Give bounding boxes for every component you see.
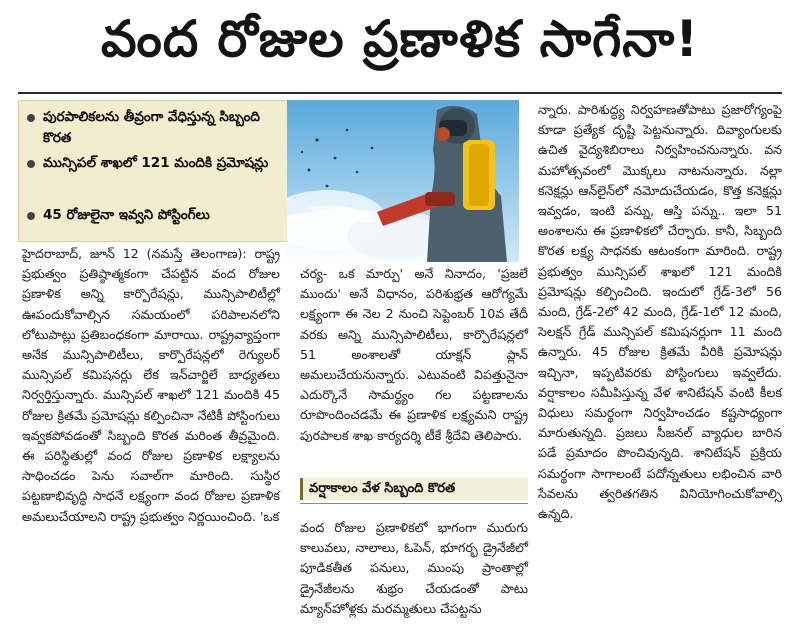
article-column-3: న్నారు. పారిశుద్ధ్య నిర్వహణతోపాటు ప్రజారోగ్యంపై కూడా ప్రత్యేక దృష్టి పెట్టనున్నారు. దివ్యాంగులకు ఉచిత వైద్యశిబిరాలు నిర్వహించనున్నారు. వన మహోత్సవంలో మొక్కలు నాటనున్నారు. నల్లా కనెక్షన్లు ఆన్‌లైన్‌లో నమోదుచేయడం, కొత్త కనెక్షన్లు ఇవ్వడం, ఇంటి పన్ను, ఆస్తి పన్ను.. ఇలా 51 అంశాలను ఈ ప్రణాళికలో చేర్చారు. కానీ, సిబ్బంది కొరత లక్ష్య సాధనకు ఆటంకంగా మారింది. రాష్ట్ర ప్రభుత్వం మున్సిపల్ శాఖలో 121 మందికి ప్రమోషన్లు కల్పించింది. ఇందులో గ్రేడ్-3లో 56 మంది, గ్రేడ్-2లో 42 మంది, గ్రేడ్-1లో 12 మంది, సెలక్షన్ గ్రేడ్ మున్సిపల్ కమిషనర్లుగా 11 మంది ఉన్నారు. 45 రోజుల క్రితమే వీరికి ప్రమోషన్లు ఇచ్చినా, ఇప్పటివరకు పోస్టింగులు ఇవ్వలేదు. వర్షాకాలం సమీపిస్తున్న వేళ శానిటేషన్ వంటి కీలక విధులు సమర్థంగా నిర్వహించడం కష్టసాధ్యంగా మారుతున్నది. ప్రజలు సీజనల్ వ్యాధుల బారిన పడే ప్రమాదం పొంచివున్నది. శానిటేషన్ ప్రక్రియ సమర్థంగా సాగాలంటే పదోన్నతులు లభించిన వారి సేవలను త్వరితగతిన వినియోగించుకోవాల్సి ఉన్నది.: [538, 102, 782, 522]
bullet-icon: [27, 160, 35, 168]
headline-rule: [18, 92, 782, 94]
bullet-icon: [27, 212, 35, 220]
article-column-2: చర్య- ఒక మార్పు' అనే నినాదం, 'ప్రజలే ముందు' అనే విధానం, పరిశుభ్రత ఆరోగ్యమే లక్ష్యంగా ఈ నెల 2 నుంచి సెప్టెంబర్ 10వ తేదీ వరకు అన్ని మున్సిపాలిటీలు, కార్పొరేషన్లలో 51 అంశాలతో యాక్షన్ ప్లాన్ అమలుచేయనున్నారు. ఎటువంటి విపత్తునైనా ఎదుర్కొనే సామర్థ్యం గల పట్టణాలను రూపొందించడమే ఈ ప్రణాళిక లక్ష్యమని రాష్ట్ర పురపాలక శాఖ కార్యదర్శి టీకే శ్రీదేవి తెలిపారు.: [300, 266, 528, 443]
bullet-icon: [27, 114, 35, 122]
fogging-worker-photo: [287, 100, 519, 262]
article-column-1: హైదరాబాద్, జూన్ 12 (నమస్తే తెలంగాణ): రాష్ట్ర ప్రభుత్వం ప్రతిష్ఠాత్మకంగా చేపట్టిన వంద రోజుల ప్రణాళిక అన్ని కార్పొరేషన్లు, మున్సిపాలిటీల్లో ఊపందుకోవాల్సిన సమయంలో పరిపాలనలోని లోటుపాట్లు ప్రతిబంధకంగా మారాయి. రాష్ట్రవ్యాప్తంగా అనేక మున్సిపాలిటీలు, కార్పొరేషన్లలో రెగ్యులర్ మున్సిపల్ కమిషనర్లు లేక ఇన్‌చార్జిలే బాధ్యతలు నిర్వర్తిస్తున్నారు. మున్సిపల్ శాఖలో 121 మందికి 45 రోజుల క్రితమే ప్రమోషన్లు కల్పించినా నేటికీ పోస్టింగులు ఇవ్వకపోవడంతో సిబ్బంది కొరత మరింత తీవ్రమైంది. ఈ పరిస్థితుల్లో వంద రోజుల ప్రణాళిక లక్ష్యాలను సాధించడం పెను సవాల్‌గా మారింది. సుస్థిర పట్టణాభివృద్ధి సాధనే లక్ష్యంగా వంద రోజుల ప్రణాళిక అమలుచేయాలని రాష్ట్ర ప్రభుత్వం నిర్ణయించింది. 'ఒక: [22, 246, 280, 524]
subheading-rule: [300, 503, 528, 504]
highlights-box: [18, 100, 288, 242]
subheading: వర్షాకాలం వేళ సిబ్బంది కొరత: [300, 478, 528, 500]
headline: వంద రోజుల ప్రణాళిక సాగేనా!: [100, 9, 700, 68]
article-column-2-continued: వంద రోజుల ప్రణాళికలో భాగంగా మురుగు కాలువలు, నాలాలు, ఓపెన్, భూగర్భ డ్రైనేజీలో పూడికతీత పనులు, ముంపు ప్రాంతాల్లో డ్రైనేజీలను శుభ్రం చేయడంతో పాటు మ్యాన్‌హోళ్లకు మరమ్మతులు చేపట్టను: [300, 520, 528, 616]
highlight-item: మున్సిపల్ శాఖలో 121 మందికి ప్రమోషన్లు: [27, 153, 283, 174]
highlight-item: 45 రోజులైనా ఇవ్వని పోస్టింగ్‌లు: [27, 205, 283, 226]
highlight-item: పురపాలికలను తీవ్రంగా వేధిస్తున్న సిబ్బంది కొరత: [27, 107, 283, 149]
